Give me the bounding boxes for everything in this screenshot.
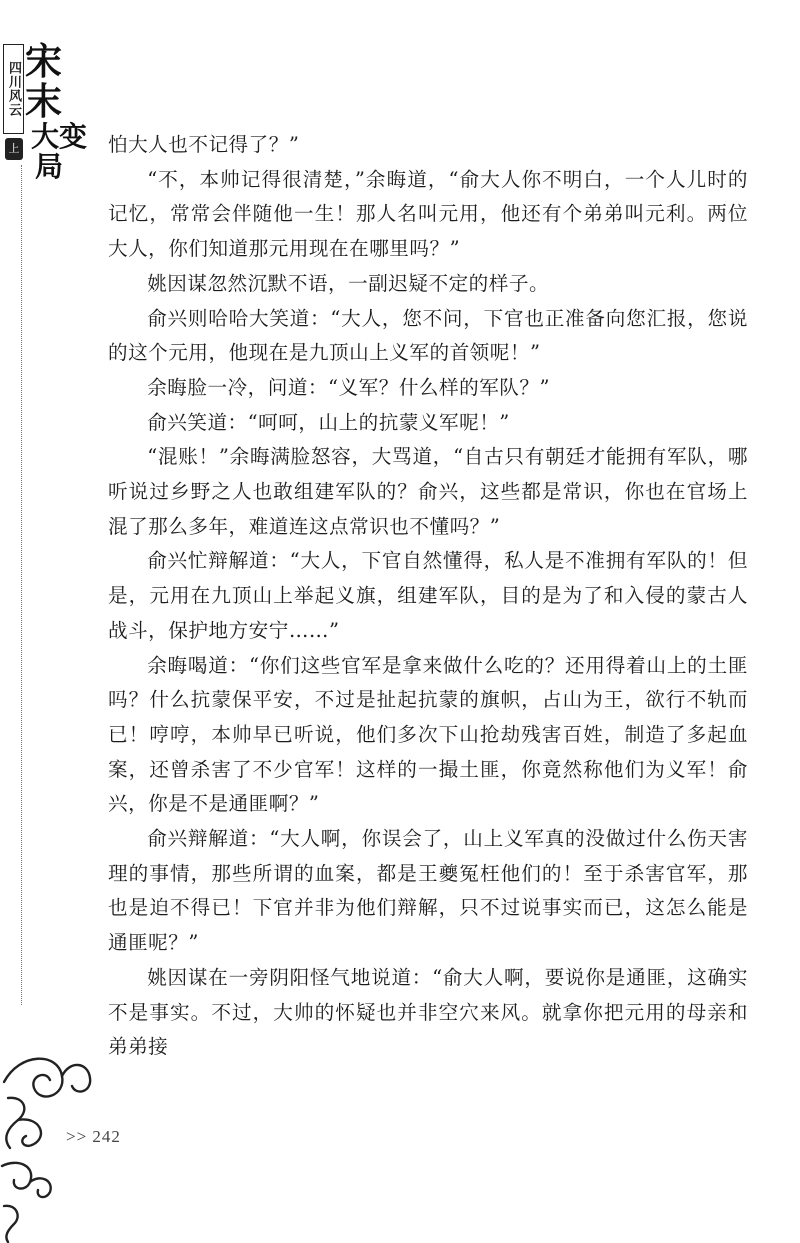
paragraph: 俞兴笑道：“呵呵，山上的抗蒙义军呢！” <box>147 410 510 434</box>
book-title-line-3: 局 <box>35 150 64 183</box>
book-title <box>25 42 87 182</box>
margin-dotted-rule <box>21 165 22 1005</box>
paragraph: 余晦喝道：“你们这些官军是拿来做什么吃的？还用得着山上的土匪吗？什么抗蒙保平安，不过是扯起抗蒙的旗帜，占山为王，欲行不轨而已！哼哼，本帅早已听说，他们多次下山抢劫残害百姓，制造了多起血案，还曾杀害了不少官军！这样的一撮土匪，你竟然称他们为义军！俞兴，你是不是通匪啊？” <box>108 653 748 816</box>
series-label: 四川风云 <box>3 44 24 134</box>
volume-badge: 上册 <box>5 138 23 160</box>
paragraph: 俞兴忙辩解道：“大人，下官自然懂得，私人是不准拥有军队的！但是，元用在九顶山上举起义旗，组建军队，目的是为了和入侵的蒙古人战斗，保护地方安宁……” <box>108 549 748 642</box>
book-title-line-1: 宋末 <box>25 40 64 123</box>
page-number: >> 242 <box>66 1127 121 1146</box>
paragraph: 姚因谋忽然沉默不语，一副迟疑不定的样子。 <box>147 271 550 295</box>
book-title-line-2: 大变 <box>31 120 88 153</box>
paragraph: 俞兴辩解道：“大人啊，你误会了，山上义军真的没做过什么伤天害理的事情，那些所谓的血案，都是王夔冤枉他们的！至于杀害官军，那也是迫不得已！下官并非为他们辩解，只不过说事实而已，这怎么能是通匪呢？” <box>108 827 748 955</box>
paragraph: 俞兴则哈哈大笑道：“大人，您不问，下官也正准备向您汇报，您说的这个元用，他现在是九顶山上义军的首领呢！” <box>108 306 748 365</box>
paragraph: 姚因谋在一旁阴阳怪气地说道：“俞大人啊，要说你是通匪，这确实不是事实。不过，大帅的怀疑也并非空穴来风。就拿你把元用的母亲和弟弟接 <box>108 965 748 1059</box>
paragraph: “混账！”余晦满脸怒容，大骂道，“自古只有朝廷才能拥有军队，哪听说过乡野之人也敢组建军队的？俞兴，这些都是常识，你也在官场上混了那么多年，难道连这点常识也不懂吗？” <box>108 445 748 538</box>
body-text <box>108 128 748 1065</box>
paragraph: “不，本帅记得很清楚，”余晦道，“俞大人你不明白，一个人儿时的记忆，常常会伴随他一生！那人名叫元用，他还有个弟弟叫元利。两位大人，你们知道那元用现在在哪里吗？” <box>108 167 748 261</box>
paragraph: 余晦脸一冷，问道：“义军？什么样的军队？” <box>147 375 551 399</box>
paragraph: 怕大人也不记得了？” <box>108 133 300 156</box>
